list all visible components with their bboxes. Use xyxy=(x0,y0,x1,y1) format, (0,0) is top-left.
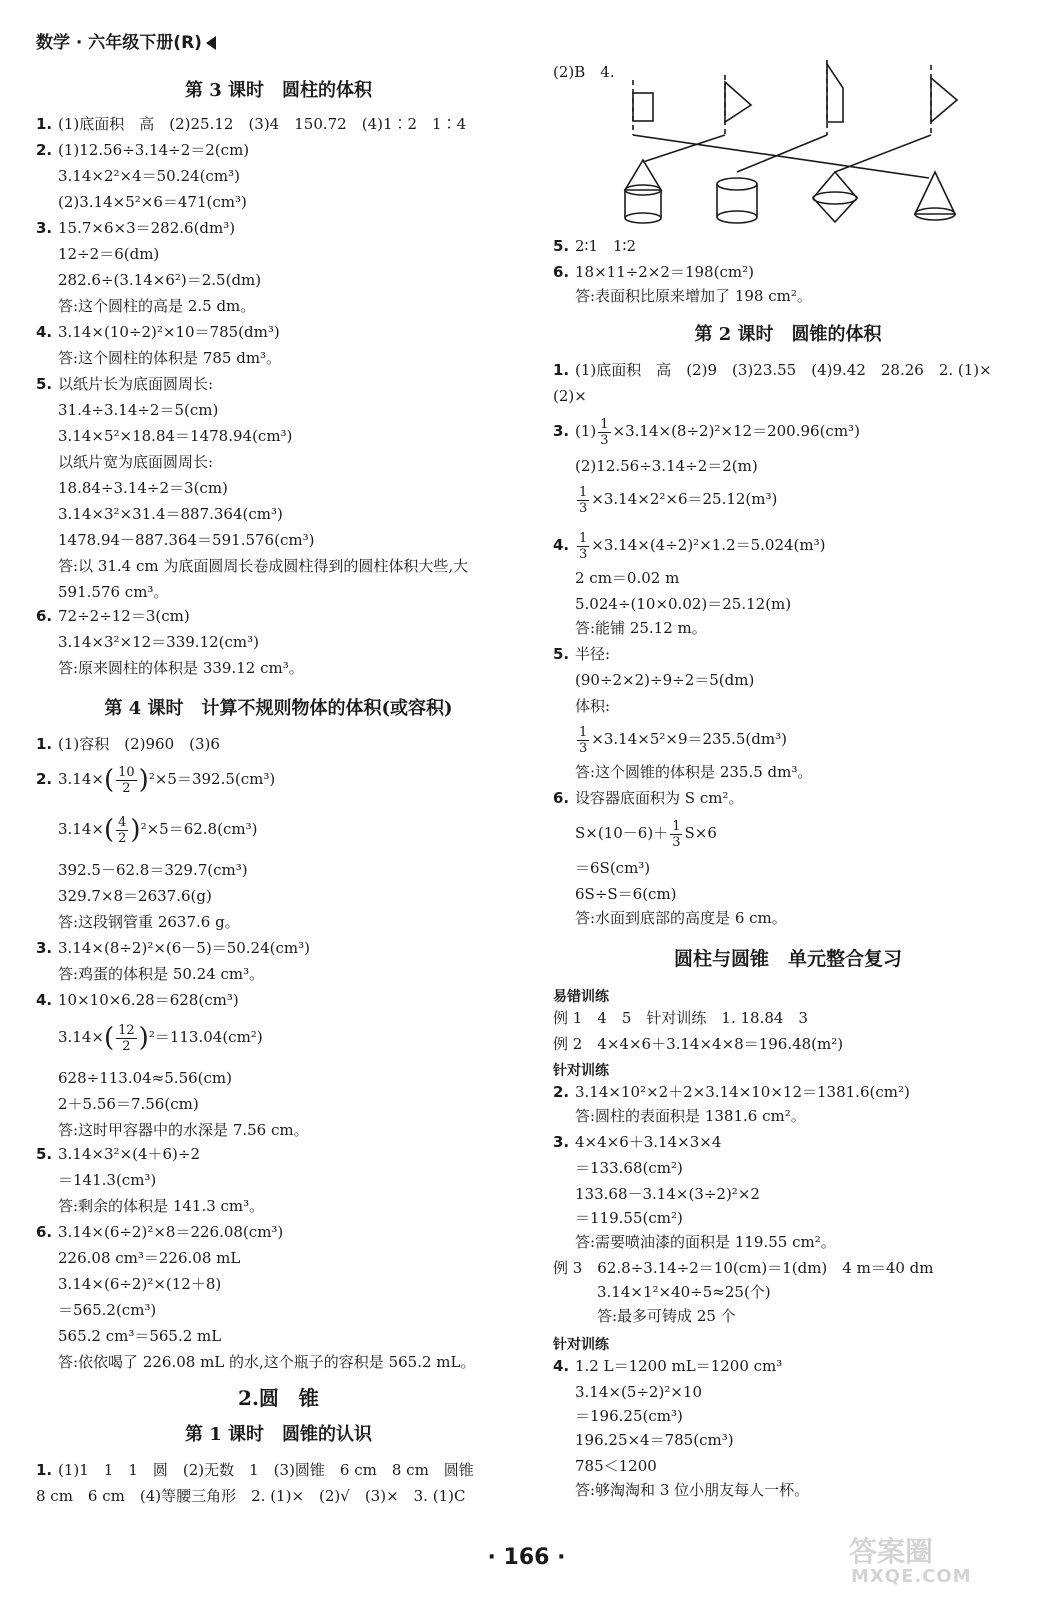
header-text: 数学 · 六年级下册(R) xyxy=(36,33,202,53)
answer-line: 2＋5.56＝7.56(cm) xyxy=(58,1095,199,1113)
answer-line: 以纸片宽为底面圆周长: xyxy=(58,453,214,471)
answer-line: ＝196.25(cm³) xyxy=(575,1407,683,1425)
answer-line: 答:鸡蛋的体积是 50.24 cm³。 xyxy=(58,965,265,983)
answer-line: S×(10－6)＋ $\frac{1}{3}$ S×6 xyxy=(575,818,717,850)
answer-line: 591.576 cm³。 xyxy=(58,583,169,601)
fraction: $\frac{1}{3}$ xyxy=(579,530,588,562)
answer-line: ＝565.2(cm³) xyxy=(58,1301,157,1319)
answer-line: 2. 3.14×( $\frac{10}{2}$ )²×5＝392.5(cm³) xyxy=(36,764,276,796)
answer-line: 答:依依喝了 226.08 mL 的水,这个瓶子的容积是 565.2 mL。 xyxy=(58,1353,476,1371)
trapezoid-shape xyxy=(827,64,843,122)
unit-review-title: 圆柱与圆锥 单元整合复习 xyxy=(673,948,902,970)
answer-line: 3.14×(6÷2)²×(12＋8) xyxy=(58,1275,222,1293)
answer-line: 答:能铺 25.12 m。 xyxy=(575,619,707,637)
answer-line: ＝141.3(cm³) xyxy=(58,1171,157,1189)
answer-line: 1. (1)底面积 高 (2)9 (3)23.55 (4)9.42 28.26 2. (1)× xyxy=(553,361,992,379)
answer-line: ＝133.68(cm²) xyxy=(575,1159,683,1177)
answer-line: 5. 半径: xyxy=(553,645,611,663)
fraction: $\frac{1}{3}$ xyxy=(672,818,681,850)
section-label: 针对训练 xyxy=(553,1337,609,1353)
lesson-title: 第 3 课时 圆柱的体积 xyxy=(184,80,373,101)
answer-line: 4. $\frac{1}{3}$ ×3.14×(4÷2)²×1.2＝5.024(m³) xyxy=(553,530,826,562)
answer-line: 答:这个圆锥的体积是 235.5 dm³。 xyxy=(575,763,813,781)
fraction: $\frac{4}{2}$ xyxy=(118,814,127,846)
answer-line: 2 cm＝0.02 m xyxy=(575,569,680,587)
answer-line: (2)× xyxy=(553,387,587,405)
answer-line: 18.84÷3.14÷2＝3(cm) xyxy=(58,479,228,497)
answer-line: 5.024÷(10×0.02)＝25.12(m) xyxy=(575,595,792,613)
answer-line: 3. 15.7×6×3＝282.6(dm³) xyxy=(36,219,236,237)
answer-line: 3.14×3²×12＝339.12(cm³) xyxy=(58,633,260,651)
answer-line: 答:这个圆柱的高是 2.5 dm。 xyxy=(58,297,256,315)
answer-line: 4. 3.14×(10÷2)²×10＝785(dm³) xyxy=(36,323,280,341)
watermark-url: MXQE.COM xyxy=(851,1566,972,1587)
connector-line xyxy=(835,135,931,172)
answer-line: 785＜1200 xyxy=(575,1457,657,1475)
page-number: · 166 · xyxy=(487,1545,566,1570)
watermark-text: 答案圈 xyxy=(849,1535,934,1568)
answer-line: 282.6÷(3.14×6²)＝2.5(dm) xyxy=(58,271,262,289)
section-title: 2.圆 锥 xyxy=(238,1386,319,1410)
connector-line xyxy=(737,135,827,172)
answer-line: 133.68－3.14×(3÷2)²×2 xyxy=(575,1185,760,1203)
watermark-logo xyxy=(845,1530,1035,1590)
answer-line: 3. 3.14×(8÷2)²×(6－5)＝50.24(cm³) xyxy=(36,939,310,957)
answer-line: 1478.94－887.364＝591.576(cm³) xyxy=(58,531,315,549)
answer-line: 3.14×2²×4＝50.24(cm³) xyxy=(58,167,240,185)
fraction: $\frac{1}{3}$ xyxy=(579,724,588,756)
matching-diagram xyxy=(613,60,1033,230)
answer-line: 6. 72÷2÷12＝3(cm) xyxy=(36,607,190,625)
answer-line: 答:以 31.4 cm 为底面圆周长卷成圆柱得到的圆柱体积大些,大 xyxy=(58,557,469,575)
answer-line: (2)12.56÷3.14÷2＝2(m) xyxy=(575,457,758,475)
header-arrow-icon xyxy=(206,36,216,50)
answer-line: 3. (1) $\frac{1}{3}$ ×3.14×(8÷2)²×12＝200.96(cm³) xyxy=(553,416,860,448)
fraction: $\frac{1}{3}$ xyxy=(600,416,609,448)
answer-line: 答:原来圆柱的体积是 339.12 cm³。 xyxy=(58,659,304,677)
answer-line: 体积: xyxy=(575,697,611,715)
answer-line: 565.2 cm³＝565.2 mL xyxy=(58,1327,222,1345)
answer-line: 628÷113.04≈5.56(cm) xyxy=(58,1069,232,1087)
answer-line: 4. 1.2 L＝1200 mL＝1200 cm³ xyxy=(553,1357,783,1375)
triangle-shape xyxy=(931,78,957,122)
answer-line: 5. 3.14×3²×(4＋6)÷2 xyxy=(36,1145,200,1163)
fraction: $\frac{10}{2}$ xyxy=(118,764,135,796)
answer-line: 3.14×5²×18.84＝1478.94(cm³) xyxy=(58,427,293,445)
page-header xyxy=(36,28,216,53)
answer-line: 答:这时甲容器中的水深是 7.56 cm。 xyxy=(58,1121,309,1139)
answer-line: 2. (1)12.56÷3.14÷2＝2(cm) xyxy=(36,141,250,159)
connector-line xyxy=(633,135,929,178)
answer-line: 5. 2∶1 1∶2 xyxy=(553,237,636,255)
answer-line: 5. 以纸片长为底面圆周长: xyxy=(36,375,214,393)
answer-line: 4. 10×10×6.28＝628(cm³) xyxy=(36,991,239,1009)
answer-line: 226.08 cm³＝226.08 mL xyxy=(58,1249,241,1267)
lesson-title: 第 4 课时 计算不规则物体的体积(或容积) xyxy=(104,698,453,719)
answer-line: 3.14×(5÷2)²×10 xyxy=(575,1383,702,1401)
answer-line: 答:圆柱的表面积是 1381.6 cm²。 xyxy=(575,1107,806,1125)
answer-line: 31.4÷3.14÷2＝5(cm) xyxy=(58,401,219,419)
answer-line: 答:最多可铸成 25 个 xyxy=(597,1307,736,1325)
answer-line: 6. 设容器底面积为 S cm²。 xyxy=(553,789,744,807)
lesson-title: 第 2 课时 圆锥的体积 xyxy=(694,324,882,345)
answer-line: 3.14×1²×40÷5≈25(个) xyxy=(597,1283,771,1301)
section-label: 针对训练 xyxy=(553,1063,609,1079)
fraction: $\frac{1}{3}$ xyxy=(579,484,588,516)
rectangle-shape xyxy=(633,93,653,121)
answer-line: 答:够淘淘和 3 位小朋友每人一杯。 xyxy=(575,1481,810,1499)
answer-line: 3. 4×4×6＋3.14×3×4 xyxy=(553,1133,722,1151)
fraction: $\frac{12}{2}$ xyxy=(118,1022,135,1054)
answer-line: 392.5－62.8＝329.7(cm³) xyxy=(58,861,248,879)
lesson-title: 第 1 课时 圆锥的认识 xyxy=(184,1424,373,1445)
answer-line: 答:表面积比原来增加了 198 cm²。 xyxy=(575,287,812,305)
answer-line: 8 cm 6 cm (4)等腰三角形 2. (1)× (2)√ (3)× 3. (1)C xyxy=(36,1487,466,1505)
answer-line: ＝6S(cm³) xyxy=(575,859,651,877)
answer-line: (2)3.14×5²×6＝471(cm³) xyxy=(58,193,247,211)
answer-line: 3.14×( $\frac{4}{2}$ )²×5＝62.8(cm³) xyxy=(58,814,258,846)
answer-line: ＝119.55(cm²) xyxy=(575,1209,683,1227)
cylinder-base-shape xyxy=(625,213,661,223)
answer-line: 329.7×8＝2637.6(g) xyxy=(58,887,212,905)
answer-line: 12÷2＝6(dm) xyxy=(58,245,160,263)
answer-line: 6S÷S＝6(cm) xyxy=(575,885,677,903)
answer-line: 1. (1)容积 (2)960 (3)6 xyxy=(36,735,220,753)
answer-line: (90÷2×2)÷9÷2＝5(dm) xyxy=(575,671,755,689)
answer-line: 6. 18×11÷2×2＝198(cm²) xyxy=(553,263,754,281)
answer-line: 例 2 4×4×6＋3.14×4×8＝196.48(m²) xyxy=(553,1035,844,1053)
answer-line: 答:需要喷油漆的面积是 119.55 cm²。 xyxy=(575,1233,836,1251)
answer-line: 196.25×4＝785(cm³) xyxy=(575,1431,734,1449)
cylinder-shape xyxy=(717,178,757,190)
answer-line: 例 3 62.8÷3.14÷2＝10(cm)＝1(dm) 4 m＝40 dm xyxy=(553,1259,934,1277)
answer-line: 3.14×3²×31.4＝887.364(cm³) xyxy=(58,505,283,523)
answer-line: $\frac{1}{3}$ ×3.14×5²×9＝235.5(dm³) xyxy=(579,724,787,756)
answer-line: 答:剩余的体积是 141.3 cm³。 xyxy=(58,1197,265,1215)
answer-line: 例 1 4 5 针对训练 1. 18.84 3 xyxy=(553,1009,808,1027)
answer-line: $\frac{1}{3}$ ×3.14×2²×6＝25.12(m³) xyxy=(579,484,778,516)
answer-line: 6. 3.14×(6÷2)²×8＝226.08(cm³) xyxy=(36,1223,284,1241)
answer-line: 答:这个圆柱的体积是 785 dm³。 xyxy=(58,349,282,367)
answer-line: 答:水面到底部的高度是 6 cm。 xyxy=(575,909,787,927)
answer-line: (2)B 4. xyxy=(553,63,615,81)
double-cone-shape xyxy=(813,172,857,222)
answer-line: 1. (1)底面积 高 (2)25.12 (3)4 150.72 (4)1∶2 1∶4 xyxy=(36,115,467,133)
section-label: 易错训练 xyxy=(553,989,609,1005)
answer-line: 3.14×( $\frac{12}{2}$ )²＝113.04(cm²) xyxy=(58,1022,263,1054)
answer-line: 答:这段钢管重 2637.6 g。 xyxy=(58,913,240,931)
connector-line xyxy=(643,135,725,162)
answer-line: 2. 3.14×10²×2＋2×3.14×10×12＝1381.6(cm²) xyxy=(553,1083,910,1101)
answer-line: 1. (1)1 1 1 圆 (2)无数 1 (3)圆锥 6 cm 8 cm 圆锥 xyxy=(36,1461,474,1479)
triangle-shape xyxy=(725,82,751,122)
